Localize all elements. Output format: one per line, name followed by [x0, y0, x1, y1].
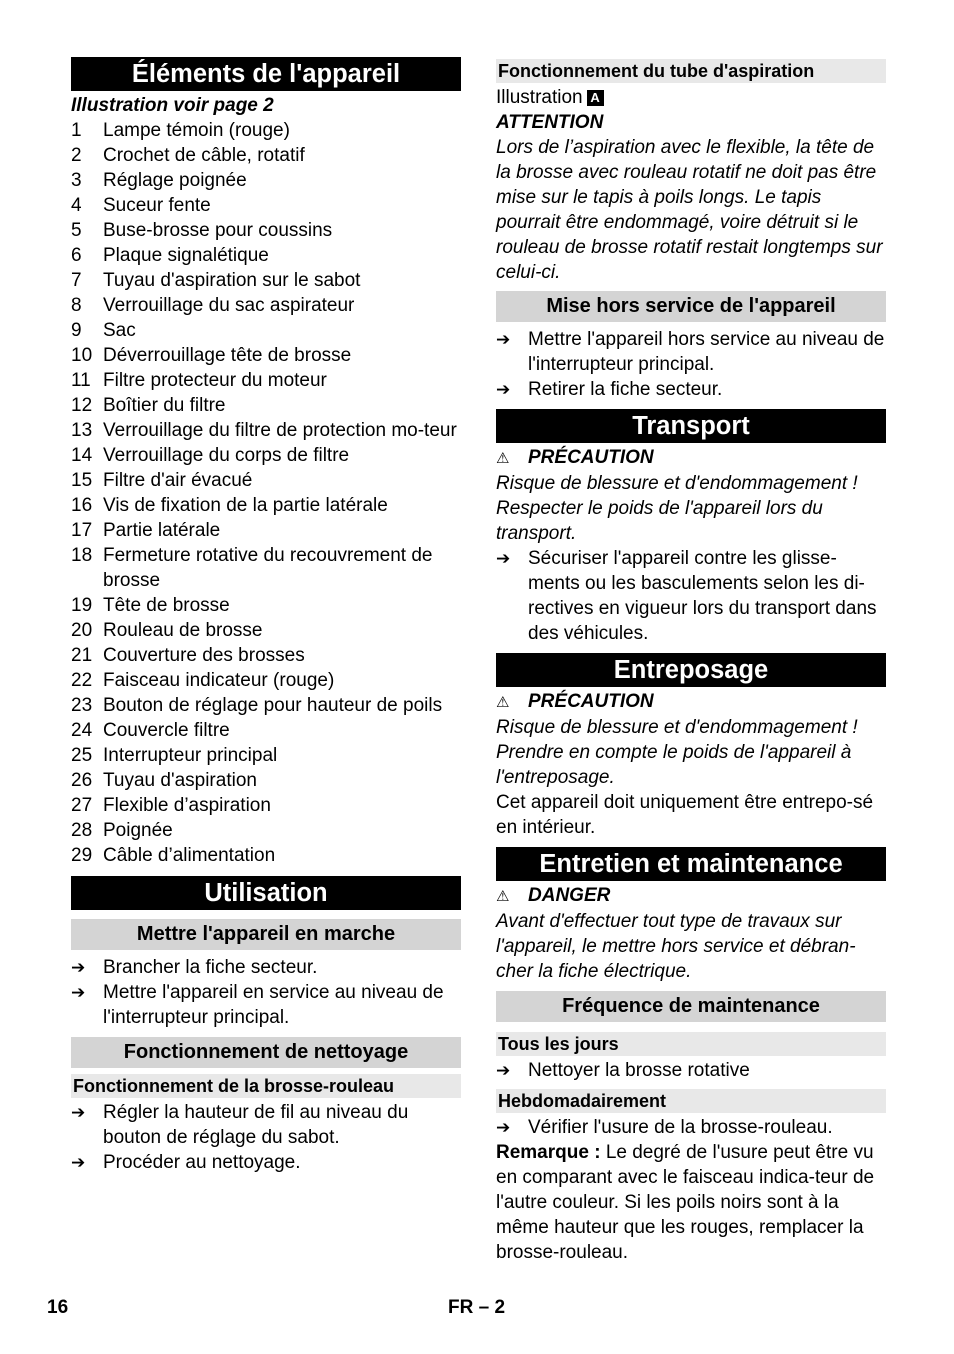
- list-item: [71, 718, 461, 743]
- daily-step: [496, 1058, 886, 1083]
- list-item-number: 6: [71, 245, 82, 266]
- list-item-label: Lampe témoin (rouge): [103, 120, 290, 141]
- step-text: Retirer la fiche secteur.: [528, 379, 723, 400]
- list-item-number: 12: [71, 395, 93, 416]
- list-item-number: 13: [71, 420, 93, 441]
- list-item-label: Plaque signalétique: [103, 245, 269, 266]
- storage-caution: [496, 689, 886, 715]
- arrow-icon: ➔: [496, 1118, 511, 1137]
- list-item-label: Tuyau d'aspiration sur le sabot: [103, 270, 361, 291]
- subsection-title-roller: Fonctionnement de la brosse-rouleau: [71, 1074, 461, 1098]
- roller-steps-list: [71, 1100, 461, 1175]
- list-item: [71, 268, 461, 293]
- list-item: [71, 818, 461, 843]
- list-item-number: 15: [71, 470, 93, 491]
- list-item-number: 7: [71, 270, 82, 291]
- list-item-number: 17: [71, 520, 93, 541]
- weekly-step: [496, 1115, 886, 1140]
- step-item: [71, 1100, 461, 1150]
- storage-note: Cet appareil doit uniquement être entrepo-sé en intérieur.: [496, 792, 874, 838]
- list-item-number: 25: [71, 745, 93, 766]
- transport-step: [496, 546, 886, 646]
- attention-label: ATTENTION: [496, 112, 604, 133]
- step-text: Brancher la fiche secteur.: [103, 957, 318, 978]
- list-item-label: Rouleau de brosse: [103, 620, 263, 641]
- list-item-label: Interrupteur principal: [103, 745, 278, 766]
- list-item-label: Filtre protecteur du moteur: [103, 370, 327, 391]
- start-steps-list: [71, 955, 461, 1030]
- list-item-label: Partie latérale: [103, 520, 221, 541]
- parts-list: [71, 118, 461, 868]
- list-item-label: Tuyau d'aspiration: [103, 770, 257, 791]
- arrow-icon: ➔: [71, 958, 86, 977]
- right-column: [496, 57, 886, 1265]
- subsection-title-daily: Tous les jours: [496, 1032, 886, 1056]
- list-item: [71, 643, 461, 668]
- list-item: [71, 468, 461, 493]
- list-item-number: 24: [71, 720, 93, 741]
- list-item-number: 1: [71, 120, 82, 141]
- list-item-number: 2: [71, 145, 82, 166]
- list-item: [71, 318, 461, 343]
- list-item: [71, 618, 461, 643]
- list-item-number: 14: [71, 445, 93, 466]
- transport-caution-label: PRÉCAUTION: [528, 447, 654, 468]
- list-item-number: 21: [71, 645, 93, 666]
- list-item-number: 11: [71, 370, 91, 391]
- arrow-icon: ➔: [496, 380, 511, 399]
- list-item-number: 3: [71, 170, 82, 191]
- page-number: 16: [47, 1297, 69, 1318]
- list-item: [71, 593, 461, 618]
- step-text: Procéder au nettoyage.: [103, 1152, 301, 1173]
- transport-step-text: Sécuriser l'appareil contre les glisse-ments ou les basculements selon les di-rectives en vigueur lors du transport dans des véhicules.: [528, 548, 877, 644]
- language-page-label: FR – 2: [448, 1297, 506, 1318]
- subsection-title-start: Mettre l'appareil en marche: [71, 919, 461, 950]
- list-item-number: 22: [71, 670, 93, 691]
- list-item: [71, 293, 461, 318]
- subsection-title-shutdown: Mise hors service de l'appareil: [496, 291, 886, 322]
- list-item-number: 5: [71, 220, 82, 241]
- list-item-number: 8: [71, 295, 82, 316]
- list-item-label: Flexible d’aspiration: [103, 795, 271, 816]
- remark-text: Le degré de l'usure peut être vu en comparant avec le faisceau indica-teur de l'autre couleur. Si les poils noirs sont à la même hauteur que les rouges, remplacer la brosse-rouleau.: [496, 1142, 875, 1263]
- list-item-number: 26: [71, 770, 93, 791]
- list-item: [71, 518, 461, 543]
- danger-text: Avant d'effectuer tout type de travaux sur l'appareil, le mettre hors service et débran-cher la fiche électrique.: [496, 911, 856, 982]
- list-item: [71, 218, 461, 243]
- list-item-number: 9: [71, 320, 82, 341]
- list-item: [71, 693, 461, 718]
- danger-warning: [496, 883, 886, 909]
- shutdown-steps-list: [496, 327, 886, 402]
- left-column: [71, 57, 461, 1175]
- list-item: [71, 343, 461, 368]
- list-item: [71, 168, 461, 193]
- weekly-step-text: Vérifier l'usure de la brosse-rouleau.: [528, 1117, 833, 1138]
- section-title-elements: Éléments de l'appareil: [71, 57, 461, 91]
- list-item-label: Déverrouillage tête de brosse: [103, 345, 352, 366]
- section-title-transport: Transport: [496, 409, 886, 443]
- remark-label: Remarque :: [496, 1142, 601, 1163]
- list-item: [71, 443, 461, 468]
- list-item: [71, 543, 461, 593]
- attention-text: Lors de l’aspiration avec le flexible, la tête de la brosse avec rouleau rotatif ne doit pas être mise sur le tapis à poils longs. Le tapis pourrait être endommagé, voire détruit si le rouleau de brosse rotatif restait longtemps sur celui-ci.: [496, 137, 883, 283]
- tube-illustration-line: [496, 85, 886, 110]
- illustration-reference: Illustration voir page 2: [71, 95, 274, 116]
- arrow-icon: ➔: [71, 983, 86, 1002]
- list-item-label: Verrouillage du sac aspirateur: [103, 295, 355, 316]
- list-item-number: 16: [71, 495, 93, 516]
- step-item: [496, 327, 886, 377]
- tube-illustration-label: Illustration: [496, 87, 583, 108]
- step-text: Mettre l'appareil hors service au niveau de l'interrupteur principal.: [528, 329, 885, 375]
- list-item-label: Verrouillage du corps de filtre: [103, 445, 350, 466]
- list-item: [71, 493, 461, 518]
- step-item: [71, 955, 461, 980]
- list-item-label: Poignée: [103, 820, 173, 841]
- warning-icon: ⚠: [496, 450, 510, 467]
- list-item-number: 27: [71, 795, 93, 816]
- list-item-number: 28: [71, 820, 93, 841]
- subsection-title-tube: Fonctionnement du tube d'aspiration: [496, 59, 886, 83]
- list-item: [71, 793, 461, 818]
- list-item-label: Vis de fixation de la partie latérale: [103, 495, 388, 516]
- subsection-title-frequency: Fréquence de maintenance: [496, 991, 886, 1022]
- list-item-label: Couverture des brosses: [103, 645, 305, 666]
- list-item-label: Buse-brosse pour coussins: [103, 220, 333, 241]
- list-item-label: Filtre d'air évacué: [103, 470, 253, 491]
- step-item: [71, 980, 461, 1030]
- list-item: [71, 368, 461, 393]
- list-item: [71, 843, 461, 868]
- list-item-number: 10: [71, 345, 93, 366]
- daily-step-text: Nettoyer la brosse rotative: [528, 1060, 750, 1081]
- list-item: [71, 243, 461, 268]
- step-item: [496, 377, 886, 402]
- list-item-number: 4: [71, 195, 82, 216]
- subsection-title-weekly: Hebdomadairement: [496, 1089, 886, 1113]
- list-item: [71, 743, 461, 768]
- arrow-icon: ➔: [496, 549, 511, 568]
- list-item-number: 20: [71, 620, 93, 641]
- list-item: [71, 143, 461, 168]
- list-item-label: Verrouillage du filtre de protection mo-teur: [103, 420, 457, 441]
- list-item-label: Faisceau indicateur (rouge): [103, 670, 335, 691]
- list-item-label: Bouton de réglage pour hauteur de poils: [103, 695, 443, 716]
- remark: [496, 1140, 886, 1265]
- list-item-number: 29: [71, 845, 93, 866]
- list-item-label: Câble d’alimentation: [103, 845, 276, 866]
- warning-icon: ⚠: [496, 694, 510, 711]
- illustration-badge: A: [587, 90, 604, 106]
- list-item: [71, 768, 461, 793]
- section-title-maintenance: Entretien et maintenance: [496, 847, 886, 881]
- list-item: [71, 118, 461, 143]
- list-item-label: Tête de brosse: [103, 595, 230, 616]
- step-item: [71, 1150, 461, 1175]
- transport-caution: [496, 445, 886, 471]
- list-item: [71, 393, 461, 418]
- list-item-label: Crochet de câble, rotatif: [103, 145, 305, 166]
- section-title-storage: Entreposage: [496, 653, 886, 687]
- list-item-number: 18: [71, 545, 93, 566]
- list-item-number: 19: [71, 595, 93, 616]
- list-item-label: Réglage poignée: [103, 170, 247, 191]
- list-item-label: Suceur fente: [103, 195, 211, 216]
- storage-caution-label: PRÉCAUTION: [528, 691, 654, 712]
- arrow-icon: ➔: [496, 1061, 511, 1080]
- list-item-label: Boîtier du filtre: [103, 395, 226, 416]
- list-item-label: Fermeture rotative du recouvrement de brosse: [103, 545, 433, 591]
- arrow-icon: ➔: [496, 330, 511, 349]
- warning-icon: ⚠: [496, 888, 510, 905]
- list-item: [71, 418, 461, 443]
- storage-text: Risque de blessure et d'endommagement ! Prendre en compte le poids de l'appareil à l'entreposage.: [496, 717, 858, 788]
- arrow-icon: ➔: [71, 1153, 86, 1172]
- list-item-label: Sac: [103, 320, 136, 341]
- list-item: [71, 668, 461, 693]
- step-text: Régler la hauteur de fil au niveau du bouton de réglage du sabot.: [103, 1102, 409, 1148]
- step-text: Mettre l'appareil en service au niveau de l'interrupteur principal.: [103, 982, 444, 1028]
- list-item: [71, 193, 461, 218]
- section-title-utilisation: Utilisation: [71, 876, 461, 910]
- transport-text: Risque de blessure et d'endommagement ! Respecter le poids de l'appareil lors du transport.: [496, 473, 858, 544]
- subsection-title-cleaning: Fonctionnement de nettoyage: [71, 1037, 461, 1068]
- arrow-icon: ➔: [71, 1103, 86, 1122]
- list-item-label: Couvercle filtre: [103, 720, 230, 741]
- list-item-number: 23: [71, 695, 93, 716]
- danger-label: DANGER: [528, 885, 611, 906]
